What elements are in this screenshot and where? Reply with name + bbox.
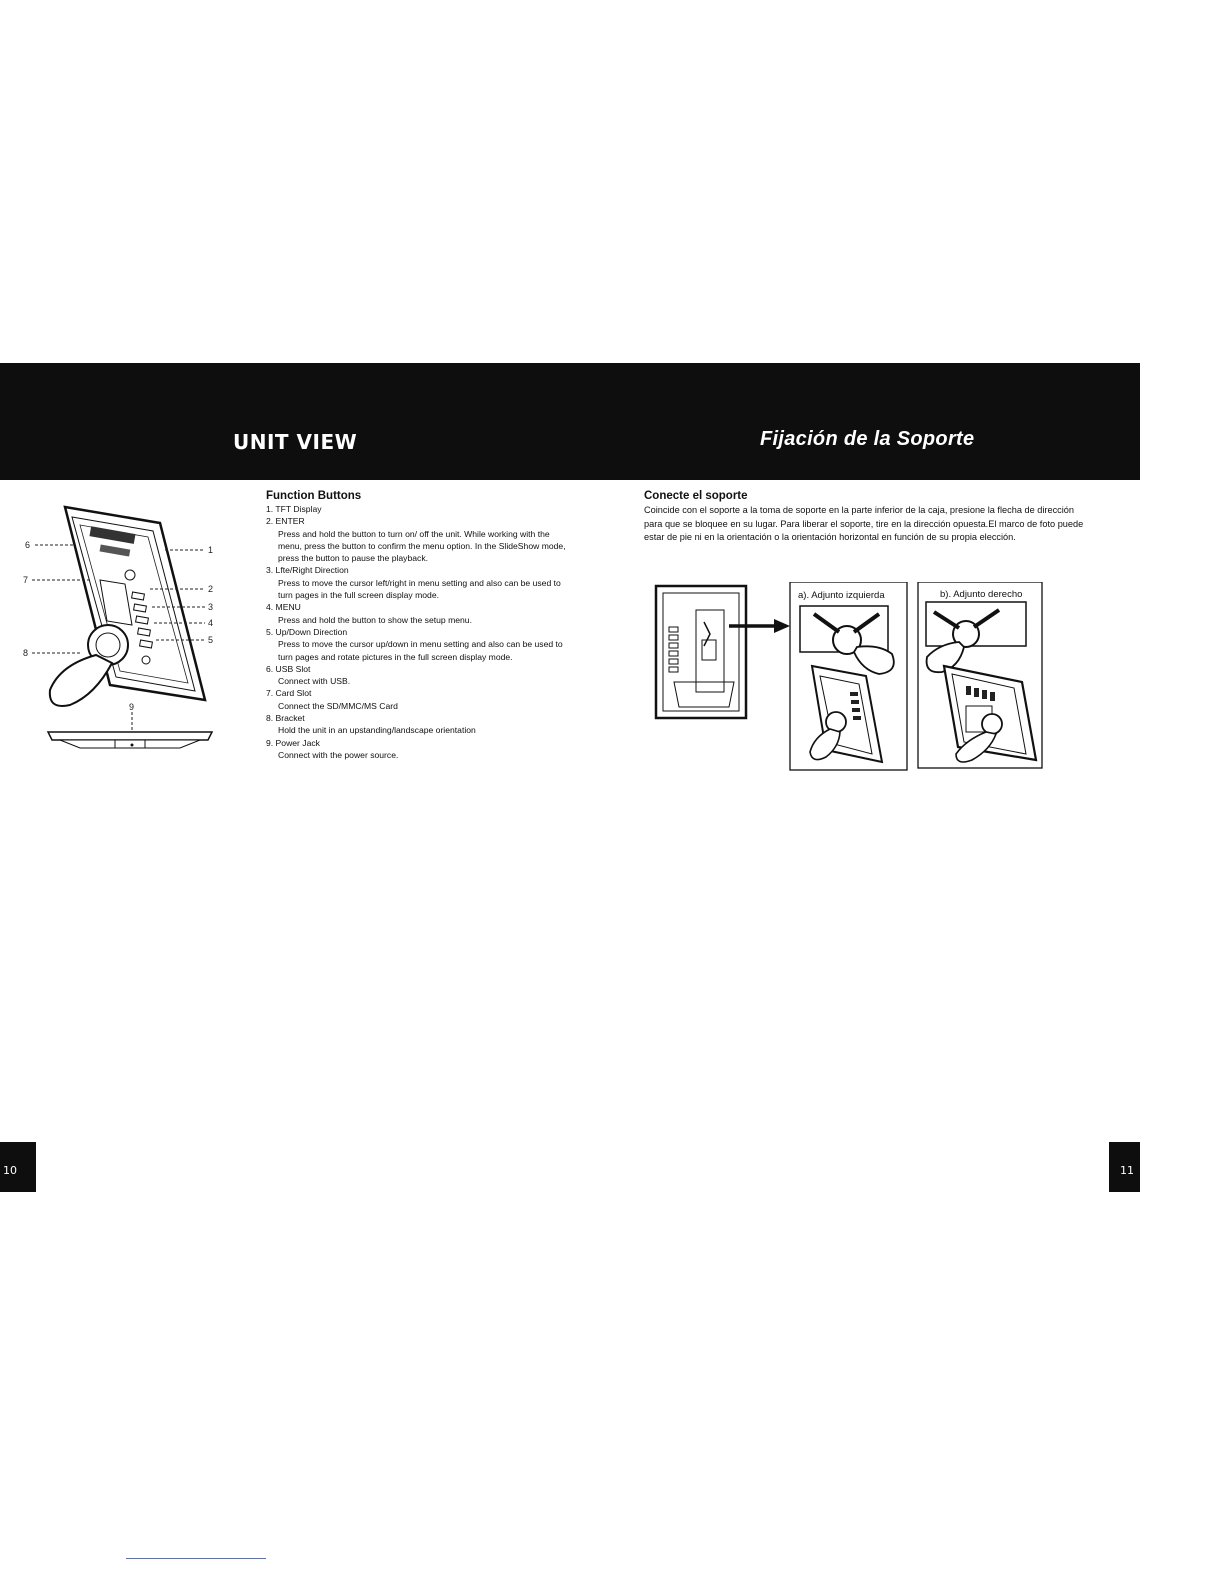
header-bar [0, 363, 1140, 480]
callout-3: 3 [208, 602, 214, 612]
list-item-desc: Press and hold the button to turn on/ off the unit. While working with the menu, press the button to confirm the menu option. In the SlideShow mode, press the button to pause the playback. [278, 528, 566, 564]
page-number-right [1109, 1142, 1140, 1192]
list-item [266, 626, 566, 663]
list-item [266, 663, 566, 688]
page-title-left: UNIT VIEW [233, 430, 358, 454]
callout-4: 4 [208, 618, 214, 628]
list-item-title: 5. Up/Down Direction [266, 626, 348, 637]
list-item [266, 712, 566, 737]
list-item [266, 564, 566, 601]
callout-2: 2 [208, 584, 214, 594]
list-item-title: 9. Power Jack [266, 737, 320, 748]
function-buttons-section [266, 490, 566, 761]
list-item-title: 6. USB Slot [266, 663, 311, 674]
list-item [266, 687, 566, 712]
page-number-left-text: 10 [3, 1164, 17, 1177]
list-item-desc: Connect with USB. [278, 676, 351, 687]
spanish-section [644, 490, 1084, 545]
callout-1: 1 [208, 545, 214, 555]
callout-7: 7 [23, 575, 29, 585]
list-item-title: 1. TFT Display [266, 504, 322, 514]
list-item-title: 4. MENU [266, 602, 301, 613]
list-item-title: 8. Bracket [266, 713, 305, 724]
spanish-heading: Conecte el soporte [644, 490, 748, 502]
list-item-desc: Connect the SD/MMC/MS Card [278, 700, 398, 711]
diagram-label-a: a). Adjunto izquierda [798, 590, 885, 601]
list-item-title: 7. Card Slot [266, 688, 312, 699]
callout-9: 9 [129, 702, 135, 712]
list-item [266, 515, 566, 564]
list-item [266, 601, 566, 626]
callout-5: 5 [208, 635, 214, 645]
list-item-desc: Press to move the cursor left/right in menu setting and also can be used to turn pages in the full screen display mode. [278, 577, 561, 601]
page-title-right: Fijación de la Soporte [760, 428, 975, 450]
function-buttons-heading: Function Buttons [266, 490, 362, 502]
page-number-left [0, 1142, 36, 1192]
list-item-desc: Press and hold the button to show the setup menu. [278, 614, 472, 625]
callout-8: 8 [23, 648, 29, 658]
page-number-right-text: 11 [1120, 1164, 1134, 1177]
list-item-desc: Press to move the cursor up/down in menu setting and also can be used to turn pages and rotate pictures in the full screen display mode. [278, 639, 563, 662]
unit-view-illustration [20, 495, 245, 750]
list-item-desc: Hold the unit in an upstanding/landscape orientation [278, 725, 476, 736]
list-item-title: 3. Lfte/Right Direction [266, 565, 349, 576]
bracket-diagram [654, 582, 1094, 772]
spanish-body: Coincide con el soporte a la toma de soporte en la parte inferior de la caja, presione la flecha de dirección para que se bloquee en su lugar. Para liberar el soporte, tire en la dirección opuesta.El marco de foto puede estar de pie ni en la orientación o la orientación horizontal en función de su propia elección. [644, 505, 1084, 543]
diagram-label-b: b). Adjunto derecho [940, 589, 1023, 600]
list-item [266, 503, 566, 515]
bracket-attachment-illustration [654, 582, 1094, 772]
device-figure [20, 495, 245, 750]
list-item-title: 2. ENTER [266, 516, 305, 527]
callout-6: 6 [25, 540, 31, 550]
list-item-desc: Connect with the power source. [278, 749, 399, 760]
function-buttons-list [266, 503, 566, 761]
list-item [266, 737, 566, 762]
footer-rule [126, 1558, 266, 1559]
